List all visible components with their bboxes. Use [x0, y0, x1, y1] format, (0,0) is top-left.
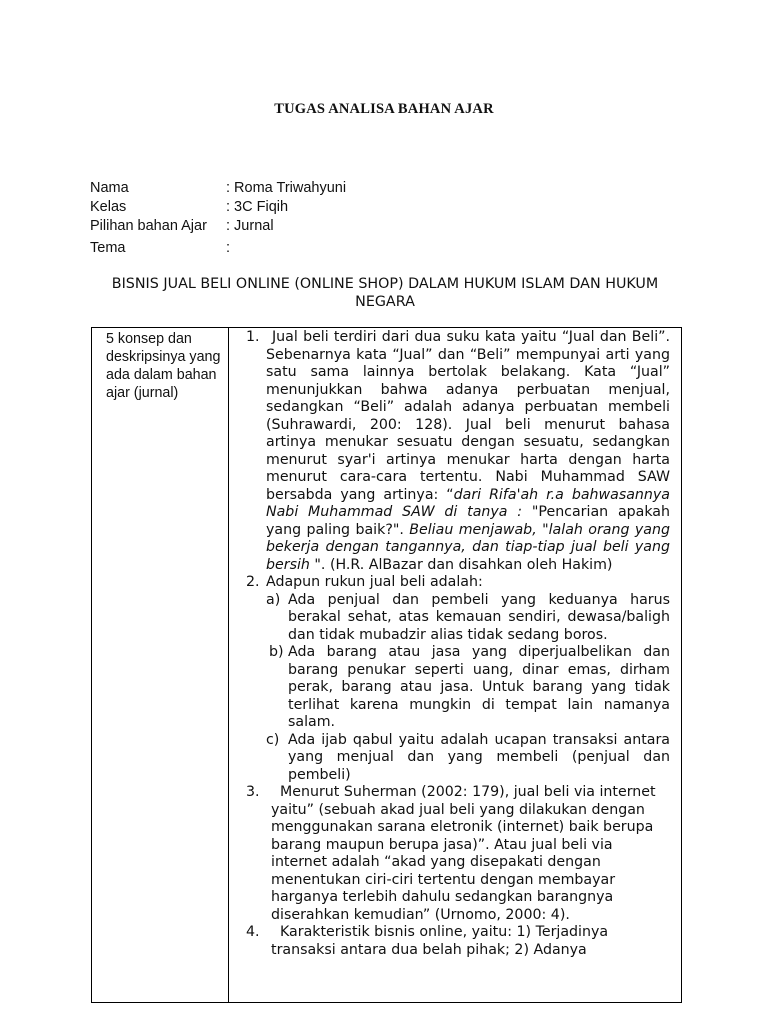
item-italic-text: dari Rifa'ah r.a bahwasannya Nabi Muhammad SAW di tanya :: [266, 486, 670, 520]
list-item: [238, 329, 670, 574]
item-text: .: [399, 521, 410, 538]
list-number: 3.: [246, 784, 260, 800]
item-text: ". (H.R. AlBazar dan disahkan oleh Hakim): [314, 556, 613, 573]
list-number: 1.: [246, 329, 260, 345]
info-label: Kelas: [90, 199, 127, 215]
sub-item: [266, 732, 670, 785]
list-number: 2.: [246, 574, 260, 590]
sub-letter: c): [266, 731, 280, 748]
info-label: Tema: [90, 240, 126, 256]
item-italic-text: Beliau menjawab, "lalah orang yang bekerja dengan tangannya, dan tiap-tiap jual beli yang bersih: [266, 521, 670, 573]
section-heading: BISNIS JUAL BELI ONLINE (ONLINE SHOP) DALAM HUKUM ISLAM DAN HUKUM NEGARA: [111, 276, 659, 310]
item-text: Menurut Suherman (2002: 179), jual beli via internet yaitu” (sebuah akad jual beli yang dilakukan dengan menggunakan sarana eletronik (internet) baik berupa barang maupun berupa jasa)”. Atau jual beli via internet adalah “akad yang disepakati dengan menentukan ciri-ciri tertentu dengan membayar harganya terlebih dahulu sedangkan barangnya diserahkan kemudian” (Urnomo, 2000: 4).: [271, 784, 656, 923]
sub-letter: a): [266, 591, 281, 608]
sub-item-text: Ada penjual dan pembeli yang keduanya harus berakal sehat, atas kemauan sendiri, dewasa/baligh dan tidak mubadzir alias tidak sedang boros.: [288, 591, 670, 643]
document-title: TUGAS ANALISA BAHAN AJAR: [274, 101, 494, 117]
item-text: Karakteristik bisnis online, yaitu: 1) Terjadinya transaksi antara dua belah pihak; 2) Adanya: [271, 924, 609, 958]
list-item: [238, 784, 670, 924]
info-value: : Roma Triwahyuni: [226, 180, 347, 196]
sub-item: [266, 644, 670, 732]
info-value: : Jurnal: [226, 218, 274, 234]
column-divider: [228, 328, 229, 1002]
concept-label-cell: 5 konsep dan deskripsinya yang ada dalam bahan ajar (jurnal): [106, 331, 221, 401]
sub-item-text: Ada ijab qabul yaitu adalah ucapan transaksi antara yang menjual dan yang membeli (penjual dan pembeli): [288, 731, 670, 783]
info-value: :: [226, 240, 231, 256]
item-quote: "Pencarian apakah yang paling baik?": [266, 504, 670, 538]
concept-description-cell: [238, 329, 670, 959]
list-item: [238, 924, 670, 959]
sub-item-text: Ada barang atau jasa yang diperjualbelikan dan barang penukar seperti uang, dinar emas, dirham perak, barang atau jasa. Untuk barang yang tidak terlihat karena mungkin di tempat lain namanya salam.: [288, 644, 670, 730]
sub-item: [266, 592, 670, 645]
item-text: Jual beli terdiri dari dua suku kata yaitu “Jual dan Beli”. Sebenarnya kata “Jual” dan “Beli” mempunyai arti yang satu sama lainnya bertolak belakang. Kata “Jual” menunjukkan bahwa adanya perbuatan menjual, sedangkan “Beli” adalah adanya perbuatan membeli (Suhrawardi, 200: 128). Jual beli menurut bahasa artinya menukar sesuatu dengan sesuatu, sedangkan menurut syar'i artinya menukar harta dengan harta menurut cara-cara tertentu. Nabi Muhammad SAW bersabda yang artinya: “: [266, 329, 670, 503]
info-label: Pilihan bahan Ajar: [90, 218, 207, 234]
info-label: Nama: [90, 180, 129, 196]
list-number: 4.: [246, 924, 260, 940]
item-intro: Adapun rukun jual beli adalah:: [266, 574, 483, 590]
list-item: [238, 574, 670, 784]
sub-letter: b): [269, 644, 284, 660]
info-value: : 3C Fiqih: [226, 199, 289, 215]
analysis-table: [91, 327, 682, 1003]
